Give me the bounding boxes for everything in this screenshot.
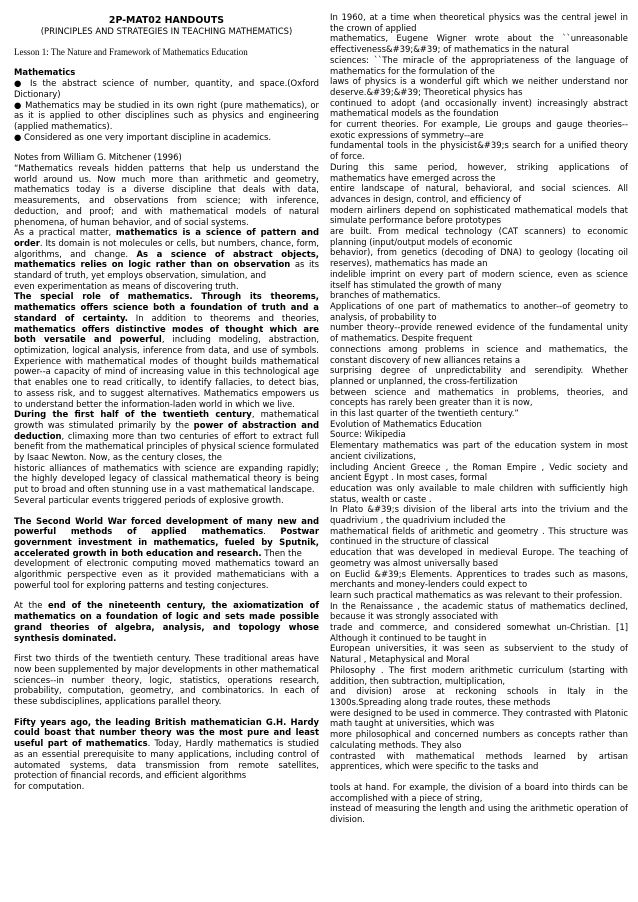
source-line: Source: Wikipedia [330, 429, 406, 440]
bullet-item: ● Considered as one very important discipline in academics. [14, 131, 272, 142]
line: branches of mathematics. [330, 290, 441, 301]
left-column [14, 12, 319, 792]
paragraph: During the first half of the twentieth century, mathematical growth was stimulated primarily by the power of abstraction and deduction, climaxing more than two centuries of effort to extract full benefit from the mathematical principles of physical science formulated by Isaac Newton. Now, as the century closes, the [14, 409, 319, 463]
right-column [330, 12, 628, 825]
line: on Euclid &#39;s Elements. Apprentices to trades such as masons, merchants and money-lenders could expect to [330, 568, 628, 590]
line: education was only available to male children with sufficiently high status, wealth or caste . [330, 482, 628, 504]
line: entire landscape of natural, behavioral, and social sciences. All advances in design, control, and efficiency of [330, 183, 628, 204]
line: are built. From medical technology (CAT scanners) to economic planning (input/output models of economic [330, 226, 628, 247]
line: mathematical fields of arithmetic and geometry . This structure was continued in the structure of classical [330, 525, 628, 547]
paragraph: Fifty years ago, the leading British mathematician G.H. Hardy could boast that number theory was the most pure and least useful part of mathematics. Today, Hardly mathematics is studied as an essential prerequisite to many applications, including control of automated systems, data transmission from remote satellites, protection of financial records, and efficient algorithms [14, 716, 319, 781]
line: surprising degree of unpredictability and serendipity. Whether planned or unplanned, the cross-fertilization [330, 365, 628, 386]
line: Philosophy . The first modern arithmetic curriculum (starting with addition, then subtraction, multiplication, [330, 664, 628, 686]
bullet-item: ● Is the abstract science of number, quantity, and space.(Oxford Dictionary) [14, 78, 319, 99]
line: In 1960, at a time when theoretical physics was the central jewel in the crown of applied [330, 12, 628, 33]
paragraph: “Mathematics reveals hidden patterns that help us understand the world around us. Now much more than arithmetic and geometry, mathematics today is a diverse discipline that deals with data, measurements, and observations from science; with inference, deduction, and proof; and with mathematical models of natural phenomena, of human behavior, and of social systems. [14, 163, 319, 227]
line: trade and commerce, and considered somewhat un-Christian. [1] Although it continued to be taught in [330, 622, 628, 643]
line: learn such practical mathematics as was relevant to their profession. [330, 589, 623, 600]
paragraph: The Second World War forced development of many new and powerful methods of applied mathematics. Postwar government investment in mathematics, fueled by Sputnik, accelerated growth in both education and research. Then the [14, 515, 319, 558]
line: Elementary mathematics was part of the education system in most ancient civilizations, [330, 440, 628, 461]
section-heading-evolution: Evolution of Mathematics Education [330, 418, 482, 429]
section-heading-mathematics: Mathematics [14, 67, 76, 78]
line: education that was developed in medieval Europe. The teaching of geometry was almost universally based [330, 547, 628, 568]
line: tools at hand. For example, the division of a board into thirds can be accomplished with a piece of string, [330, 781, 628, 803]
paragraph: The special role of mathematics. Through its theorems, mathematics offers science both a foundation of truth and a standard of certainty. In addition to theorems and theories, mathematics offers distinctive modes of thought which are both versatile and powerful, including modeling, abstraction, optimization, logical analysis, inference from data, and use of symbols. Experience with mathematical modes of thought builds mathematical power--a capacity of mind of increasing value in this technological age that enables one to read critically, to identify fallacies, to detect bias, to assess risk, and to suggest alternatives. Mathematics empowers us to understand better the information-laden world in which we live. [14, 291, 320, 409]
line: mathematics, Eugene Wigner wrote about the ``unreasonable effectiveness&#39;&#39; of mathematics in the natural [330, 33, 628, 55]
lesson-heading: Lesson 1: The Nature and Framework of Mathematics Education [14, 46, 248, 57]
line: between science and mathematics in problems, theories, and concepts has rarely been greater than it is now, [330, 386, 628, 408]
line: In the Renaissance , the academic status of mathematics declined, because it was strongly associated with [330, 600, 628, 622]
line: indelible imprint on every part of modern science, even as science itself has stimulated the growth of many [330, 268, 628, 290]
line: connections among problems in science and mathematics, the constant discovery of new alliances retains a [330, 343, 628, 365]
line: European universities, it was seen as subservient to the study of Natural , Metaphysical and Moral [330, 643, 628, 665]
page-subtitle: (PRINCIPLES AND STRATEGIES IN TEACHING MATHEMATICS) [40, 26, 293, 36]
paragraph: First two thirds of the twentieth century. These traditional areas have now been supplemented by major developments in other mathematical sciences--in number theory, logic, statistics, operations research, probability, computation, geometry, and combinatorics. In each of these subdisciplines, applications parallel theory. [14, 653, 319, 707]
bullet-item: ● Mathematics may be studied in its own right (pure mathematics), or as it is applied to other disciplines such as physics and engineering (applied mathematics). [14, 99, 319, 131]
line: instead of measuring the length and using the arithmetic operation of division. [330, 803, 628, 825]
line: fundamental tools in the physicist&#39;s search for a unified theory of force. [330, 140, 628, 162]
line: more philosophical and concerned numbers as concepts rather than calculating methods. They also [330, 729, 628, 750]
line: number theory--provide renewed evidence of the fundamental unity of mathematics. Despite frequent [330, 322, 628, 344]
line: and division) arose at reckoning schools in Italy in the 1300s.Spreading along trade routes, these methods [330, 686, 628, 707]
line: including Ancient Greece , the Roman Empire , Vedic society and ancient Egypt . In most cases, formal [330, 461, 628, 483]
notes-source: Notes from William G. Mitchener (1996) [14, 152, 182, 163]
paragraph: As a practical matter, mathematics is a science of pattern and order. Its domain is not molecules or cells, but numbers, chance, form, algorithms, and change. As a science of abstract objects, mathematics relies on logic rather than on observation as its standard of truth, yet employs observation, simulation, and [14, 227, 319, 281]
line: modern airliners depend on sophisticated mathematical models that simulate performance before prototypes [330, 204, 628, 226]
line: During this same period, however, striking applications of mathematics have emerged across the [330, 161, 628, 183]
line: for current theories. For example, Lie groups and gauge theories--exotic expressions of symmetry--are [330, 119, 628, 140]
paragraph: historic alliances of mathematics with science are expanding rapidly; the highly developed legacy of classical mathematical theory is being put to broad and often stunning use in a vast mathematical landscape. [14, 462, 319, 495]
paragraph: At the end of the nineteenth century, the axiomatization of mathematics on a foundation of logic and sets made possible grand theories of algebra, analysis, and topology whose synthesis dominated. [14, 600, 319, 643]
line: Applications of one part of mathematics to another--of geometry to analysis, of probability to [330, 300, 628, 322]
paragraph: for computation. [14, 781, 85, 791]
line: in this last quarter of the twentieth century.” [330, 408, 519, 419]
paragraph: development of electronic computing moved mathematics toward an algorithmic perspective even as it provided mathematicians with a powerful tool for exploring patterns and testing conjectures. [14, 558, 319, 590]
line: laws of physics is a wonderful gift which we neither understand nor deserve.&#39;&#39; Theoretical physics has [330, 76, 628, 97]
line: contrasted with mathematical methods learned by artisan apprentices, which were specific to the tasks and [330, 750, 628, 772]
line: sciences: ``The miracle of the appropriateness of the language of mathematics for the formulation of the [330, 54, 628, 76]
line: behavior), from genetics (decoding of DNA) to geology (locating oil reserves), mathematics has made an [330, 247, 628, 269]
paragraph: even experimentation as means of discovering truth. [14, 280, 239, 291]
line: In Plato &#39;s division of the liberal arts into the trivium and the quadrivium , the quadrivium included the [330, 504, 628, 526]
paragraph: Several particular events triggered periods of explosive growth. [14, 494, 284, 505]
line: continued to adopt (and occasionally invent) increasingly abstract mathematical models as the foundation [330, 97, 628, 119]
line: were designed to be used in commerce. They contrasted with Platonic math taught at universities, which was [330, 707, 628, 729]
page-title: 2P-MAT02 HANDOUTS [108, 15, 225, 26]
